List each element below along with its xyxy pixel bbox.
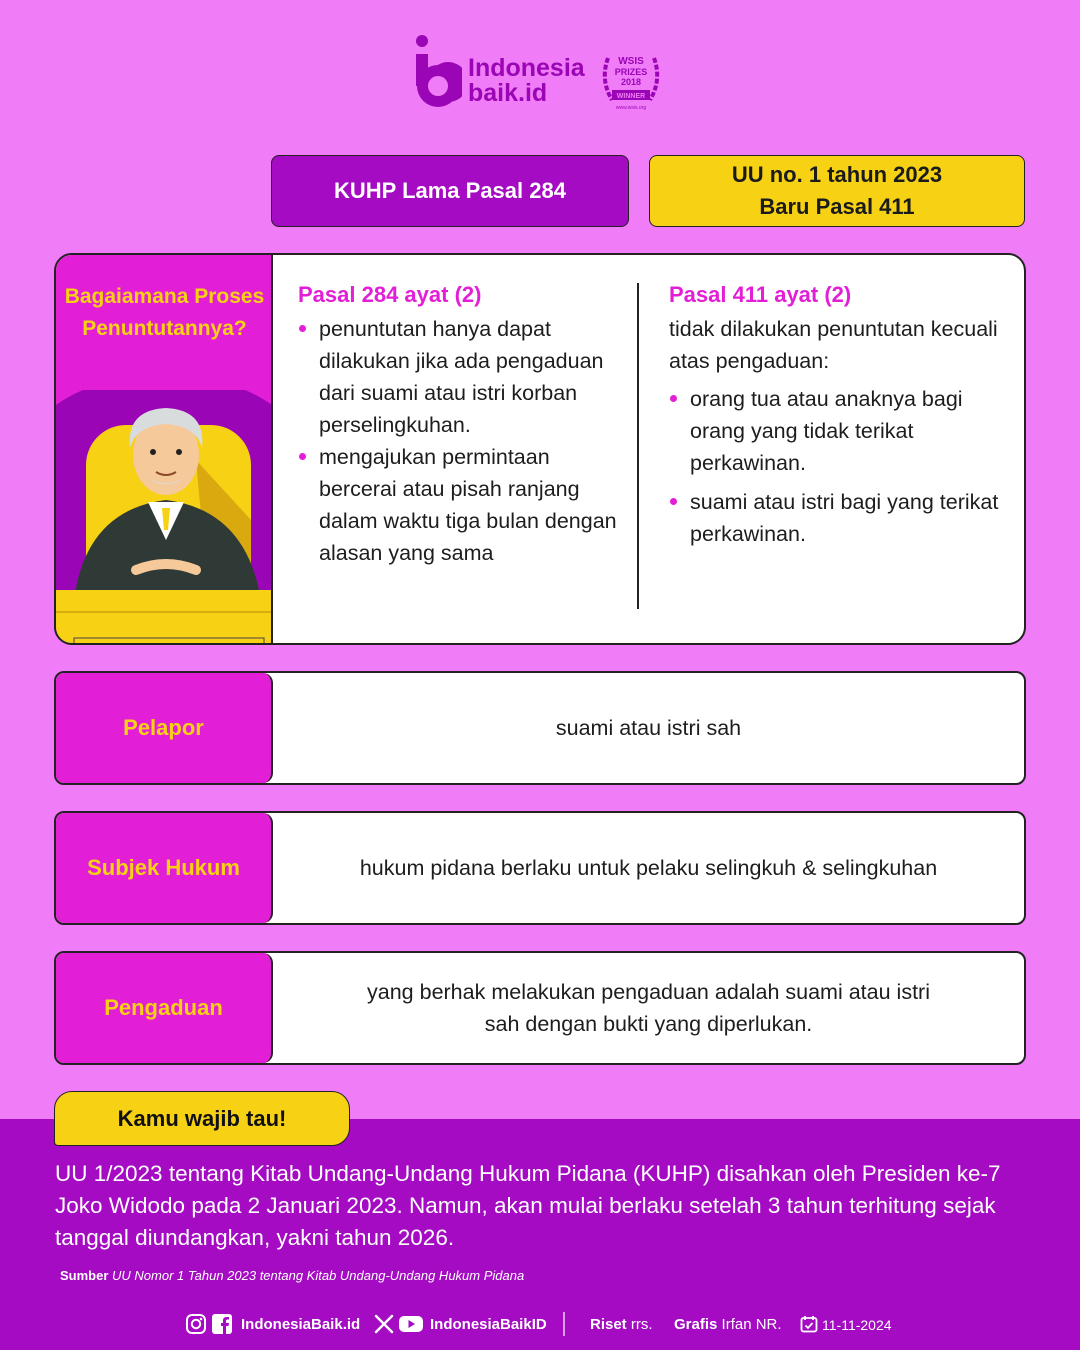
- svg-text:WINNER: WINNER: [616, 93, 646, 100]
- list-item: orang tua atau anaknya bagi orang yang tidak terikat perkawinan.: [669, 383, 999, 479]
- list-item: mengajukan permintaan bercerai atau pisah ranjang dalam waktu tiga bulan dengan alasan yang sama: [298, 441, 628, 569]
- source-label: Sumber: [60, 1268, 109, 1283]
- pelapor-row: [54, 671, 1026, 785]
- prosecution-process-card: [54, 253, 1026, 645]
- brand-name: Indonesia baik.id: [468, 54, 585, 107]
- riset-label: Riset: [590, 1316, 627, 1333]
- youtube-icon[interactable]: [398, 1313, 424, 1335]
- new-pasal-intro: tidak dilakukan penuntutan kecuali atas pengaduan:: [669, 317, 998, 373]
- list-item: suami atau istri bagi yang terikat perkawinan.: [669, 486, 999, 550]
- new-law-header: [649, 155, 1025, 227]
- handle-indonesiabaikid[interactable]: IndonesiaBaikID: [430, 1316, 547, 1333]
- ib-logo-mark-icon: [414, 34, 462, 110]
- indonesiabaik-logo: [414, 34, 674, 114]
- new-law-label-line2: Baru Pasal 411: [759, 194, 915, 219]
- svg-text:WSIS: WSIS: [618, 56, 644, 67]
- new-pasal-bullets: [669, 383, 999, 550]
- publish-date: 11-11-2024: [822, 1317, 892, 1333]
- svg-text:PRIZES: PRIZES: [614, 67, 648, 77]
- new-law-content: [669, 281, 999, 557]
- source-note: [60, 1268, 524, 1283]
- pelapor-label: Pelapor: [56, 673, 273, 783]
- riset-name: rrs.: [630, 1316, 653, 1333]
- handle-indonesiabaik-id[interactable]: IndonesiaBaik.id: [241, 1316, 361, 1333]
- pengaduan-label: Pengaduan: [56, 953, 273, 1063]
- grafis-name: Irfan NR.: [721, 1316, 782, 1333]
- wsis-award-badge: [598, 50, 664, 114]
- svg-text:www.wsis.org: www.wsis.org: [615, 105, 647, 111]
- subjek-hukum-row: [54, 811, 1026, 925]
- old-pasal-bullets: [298, 313, 628, 569]
- old-law-label: KUHP Lama Pasal 284: [334, 178, 566, 203]
- riset-credit: [590, 1316, 653, 1333]
- source-text: UU Nomor 1 Tahun 2023 tentang Kitab Undang-Undang Hukum Pidana: [112, 1268, 525, 1283]
- process-question: Bagaiamana Proses Penuntutannya?: [64, 285, 265, 340]
- tip-text: UU 1/2023 tentang Kitab Undang-Undang Hukum Pidana (KUHP) disahkan oleh Presiden ke-7 Joko Widodo pada 2 Januari 2023. Namun, akan mulai berlaku setelah 3 tahun terhitung sejak tanggal diundangkan, yakni tahun 2026.: [55, 1161, 1001, 1250]
- old-pasal-title: Pasal 284 ayat (2): [298, 282, 482, 307]
- subjek-hukum-label: Subjek Hukum: [56, 813, 273, 923]
- list-item: penuntutan hanya dapat dilakukan jika ada pengaduan dari suami atau istri korban perselingkuhan.: [298, 313, 628, 441]
- tip-badge: Kamu wajib tau!: [54, 1091, 350, 1146]
- social-bar: [0, 1308, 1080, 1340]
- facebook-icon[interactable]: [211, 1313, 233, 1335]
- pengaduan-row: [54, 951, 1026, 1065]
- grafis-credit: [674, 1316, 782, 1333]
- process-side-panel: [56, 255, 273, 643]
- pengaduan-text: yang berhak melakukan pengaduan adalah suami atau istri sah dengan bukti yang diperlukan.: [367, 980, 930, 1036]
- judge-illustration: [56, 390, 273, 643]
- subjek-hukum-text: hukum pidana berlaku untuk pelaku selingkuh & selingkuhan: [359, 856, 938, 880]
- column-divider: [637, 283, 639, 609]
- grafis-label: Grafis: [674, 1316, 718, 1333]
- svg-text:2018: 2018: [620, 77, 642, 87]
- footer-separator: [563, 1312, 565, 1336]
- new-law-label-line1: UU no. 1 tahun 2023: [731, 162, 943, 187]
- calendar-check-icon: [800, 1315, 818, 1333]
- x-icon[interactable]: [373, 1313, 395, 1335]
- old-law-content: [298, 281, 628, 569]
- old-law-header: [271, 155, 629, 227]
- instagram-icon[interactable]: [185, 1313, 207, 1335]
- new-pasal-title: Pasal 411 ayat (2): [669, 282, 852, 307]
- pelapor-text: suami atau istri sah: [555, 716, 742, 740]
